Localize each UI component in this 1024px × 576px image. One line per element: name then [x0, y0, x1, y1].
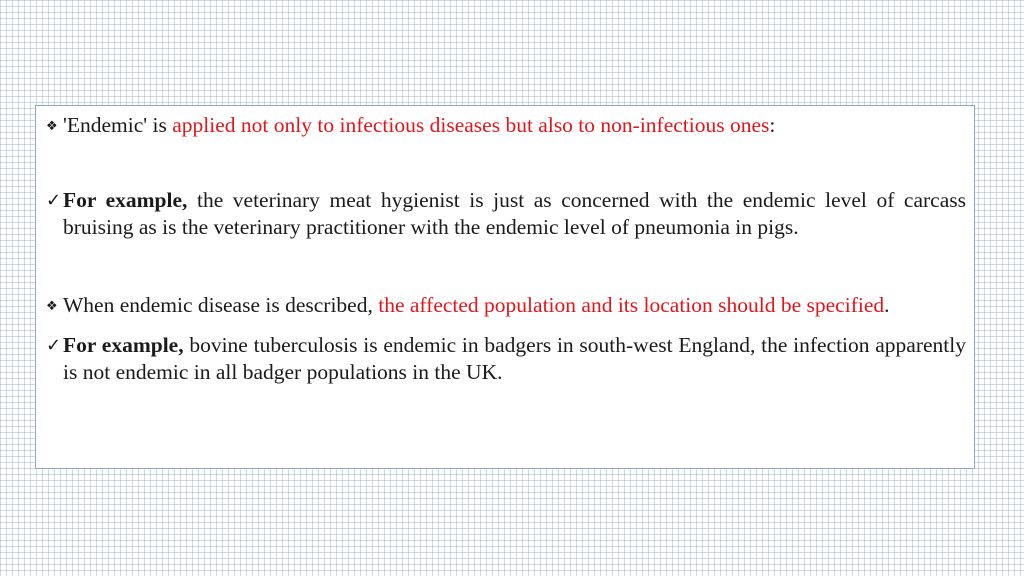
content-box [35, 105, 975, 469]
example-text: bovine tuberculosis is endemic in badgers in south-west England, the infection apparently is not endemic in all badger populations in the UK. [63, 333, 966, 384]
text-suffix: . [884, 293, 890, 317]
diamond-bullet-icon: ❖ [46, 299, 58, 314]
example-label: For example, [63, 333, 184, 357]
paragraph-population-location [46, 292, 966, 319]
highlight-text: applied not only to infectious diseases but also to non-infectious ones [172, 113, 770, 137]
checkmark-icon: ✓ [46, 190, 62, 211]
paragraph-example-meat-hygienist [46, 187, 966, 241]
checkmark-icon: ✓ [46, 335, 62, 356]
diamond-bullet-icon: ❖ [46, 119, 58, 134]
paragraph-endemic-definition [46, 112, 966, 139]
paragraph-example-tuberculosis [46, 332, 966, 386]
example-text: the veterinary meat hygienist is just as concerned with the endemic level of carcass bruising as is the veterinary practitioner with the endemic level of pneumonia in pigs. [63, 188, 966, 239]
highlight-text: the affected population and its location should be specified [378, 293, 885, 317]
example-label: For example, [63, 188, 188, 212]
text-prefix: When endemic disease is described, [63, 293, 379, 317]
text-prefix: 'Endemic' is [63, 113, 173, 137]
text-suffix: : [769, 113, 776, 137]
